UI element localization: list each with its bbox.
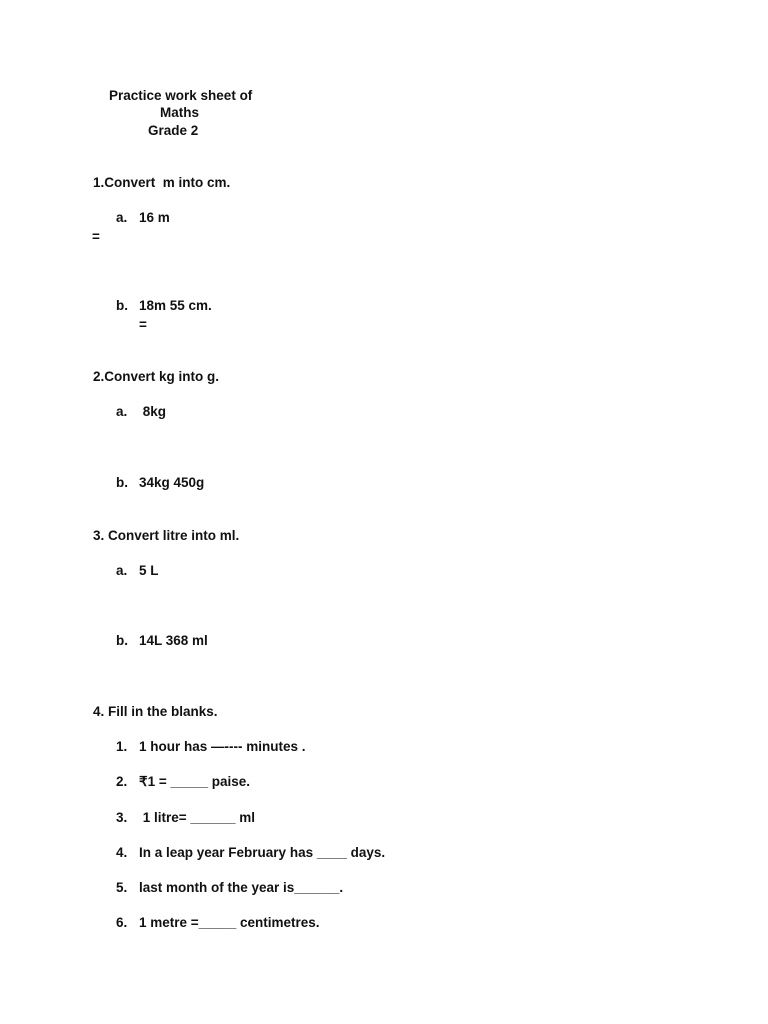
question-1a-equals: =	[92, 229, 100, 244]
question-2a-text: 8kg	[139, 404, 167, 419]
question-3a-marker: a.	[116, 563, 128, 578]
blank-item-text: 1 metre =_____ centimetres.	[139, 915, 320, 930]
question-3a-text: 5 L	[139, 563, 159, 578]
blank-item-text: ₹1 = _____ paise.	[139, 774, 251, 789]
question-4-title: 4. Fill in the blanks.	[93, 704, 218, 719]
question-1b-text: 18m 55 cm.	[139, 298, 212, 313]
question-2b-text: 34kg 450g	[139, 475, 205, 490]
question-1b-equals: =	[139, 317, 147, 332]
question-1a-marker: a.	[116, 210, 128, 225]
blank-item-number: 2.	[116, 774, 128, 789]
header-grade: Grade 2	[148, 123, 199, 138]
question-3-title: 3. Convert litre into ml.	[93, 528, 240, 543]
blank-item-text: last month of the year is______.	[139, 880, 344, 895]
question-1-title: 1.Convert m into cm.	[93, 175, 231, 190]
question-2a-marker: a.	[116, 404, 128, 419]
question-1b-marker: b.	[116, 298, 128, 313]
blank-item-text: In a leap year February has ____ days.	[139, 845, 386, 860]
question-3b-marker: b.	[116, 633, 128, 648]
question-2-title: 2.Convert kg into g.	[93, 369, 220, 384]
blank-item-number: 3.	[116, 810, 128, 825]
blank-item-number: 4.	[116, 845, 128, 860]
blank-item-number: 6.	[116, 915, 128, 930]
header-title-line: Practice work sheet of	[109, 88, 253, 103]
question-1a-text: 16 m	[139, 210, 170, 225]
blank-item-text: 1 hour has —---- minutes .	[139, 739, 306, 754]
blank-item-number: 5.	[116, 880, 128, 895]
blank-item-text: 1 litre= ______ ml	[139, 810, 255, 825]
question-2b-marker: b.	[116, 475, 128, 490]
header-subject: Maths	[160, 105, 200, 120]
question-3b-text: 14L 368 ml	[139, 633, 208, 648]
blank-item-number: 1.	[116, 739, 128, 754]
